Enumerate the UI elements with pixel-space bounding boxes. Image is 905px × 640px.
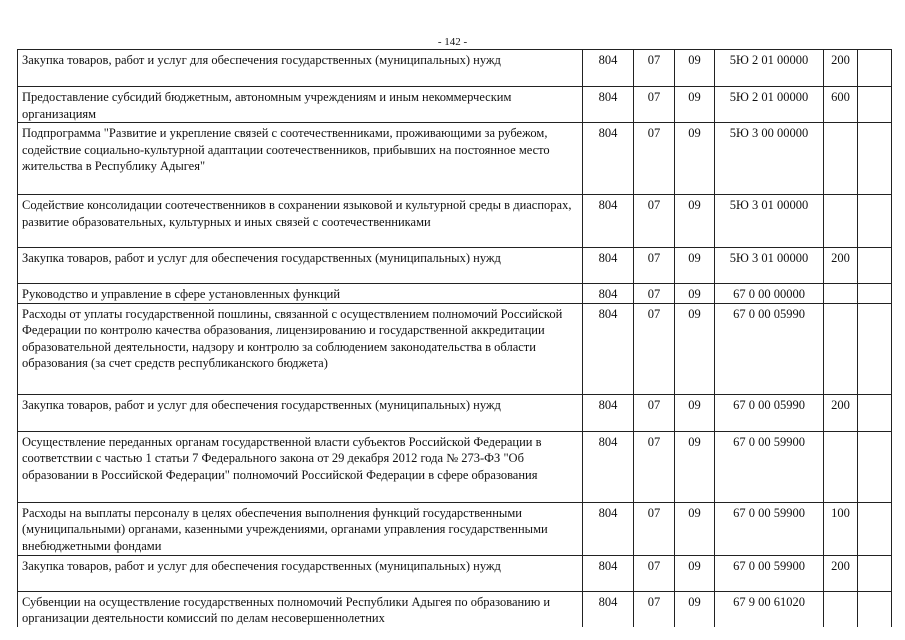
row-name-cell: Расходы на выплаты персоналу в целях обеспечения выполнения функций государственными (муниципальными) органами, казенными учреждениями, органами управления государственными внебюджетными фондами bbox=[18, 502, 583, 555]
row-podrazdel-cell: 09 bbox=[675, 284, 715, 304]
row-extra-cell bbox=[858, 502, 892, 555]
row-vr-cell bbox=[824, 431, 858, 502]
row-razdel-cell: 07 bbox=[634, 284, 675, 304]
row-podrazdel-cell: 09 bbox=[675, 303, 715, 394]
row-csr-cell: 5Ю 2 01 00000 bbox=[715, 87, 824, 123]
row-extra-cell bbox=[858, 394, 892, 431]
row-razdel-cell: 07 bbox=[634, 248, 675, 284]
row-extra-cell bbox=[858, 50, 892, 87]
row-podrazdel-cell: 09 bbox=[675, 87, 715, 123]
row-extra-cell bbox=[858, 248, 892, 284]
row-csr-cell: 67 0 00 59900 bbox=[715, 502, 824, 555]
row-name-cell: Подпрограмма "Развитие и укрепление связей с соотечественниками, проживающими за рубежом, содействие социально-культурной адаптации соотечественников, прибывших на постоянное место жительства в Республику Адыгея" bbox=[18, 123, 583, 195]
row-vedomstvo-cell: 804 bbox=[583, 123, 634, 195]
row-name-cell: Закупка товаров, работ и услуг для обеспечения государственных (муниципальных) нужд bbox=[18, 555, 583, 591]
row-razdel-cell: 07 bbox=[634, 87, 675, 123]
row-extra-cell bbox=[858, 431, 892, 502]
table-row bbox=[18, 248, 892, 284]
row-razdel-cell: 07 bbox=[634, 591, 675, 627]
row-podrazdel-cell: 09 bbox=[675, 555, 715, 591]
row-vedomstvo-cell: 804 bbox=[583, 303, 634, 394]
table-row bbox=[18, 591, 892, 627]
row-vr-cell bbox=[824, 284, 858, 304]
row-vr-cell: 100 bbox=[824, 502, 858, 555]
row-razdel-cell: 07 bbox=[634, 303, 675, 394]
row-extra-cell bbox=[858, 123, 892, 195]
row-csr-cell: 5Ю 2 01 00000 bbox=[715, 50, 824, 87]
table-row bbox=[18, 303, 892, 394]
row-vr-cell: 200 bbox=[824, 394, 858, 431]
row-razdel-cell: 07 bbox=[634, 555, 675, 591]
table-row bbox=[18, 50, 892, 87]
row-name-cell: Руководство и управление в сфере установленных функций bbox=[18, 284, 583, 304]
row-vedomstvo-cell: 804 bbox=[583, 248, 634, 284]
table-row bbox=[18, 195, 892, 248]
row-razdel-cell: 07 bbox=[634, 394, 675, 431]
row-csr-cell: 67 0 00 59900 bbox=[715, 431, 824, 502]
row-vr-cell bbox=[824, 303, 858, 394]
row-name-cell: Содействие консолидации соотечественников в сохранении языковой и культурной среды в диаспорах, развитие образовательных, культурных и иных связей с соотечественниками bbox=[18, 195, 583, 248]
table-row bbox=[18, 123, 892, 195]
table-row bbox=[18, 87, 892, 123]
row-name-cell: Закупка товаров, работ и услуг для обеспечения государственных (муниципальных) нужд bbox=[18, 394, 583, 431]
budget-table bbox=[17, 49, 892, 627]
row-vedomstvo-cell: 804 bbox=[583, 591, 634, 627]
row-csr-cell: 67 0 00 05990 bbox=[715, 394, 824, 431]
page-number: - 142 - bbox=[437, 36, 468, 48]
row-podrazdel-cell: 09 bbox=[675, 591, 715, 627]
row-razdel-cell: 07 bbox=[634, 502, 675, 555]
row-vr-cell: 200 bbox=[824, 248, 858, 284]
row-podrazdel-cell: 09 bbox=[675, 248, 715, 284]
row-extra-cell bbox=[858, 303, 892, 394]
row-podrazdel-cell: 09 bbox=[675, 394, 715, 431]
row-vedomstvo-cell: 804 bbox=[583, 195, 634, 248]
table-row bbox=[18, 502, 892, 555]
row-name-cell: Расходы от уплаты государственной пошлины, связанной с осуществлением полномочий Российской Федерации по контролю качества образования, лицензированию и государственной аккредитации образовательной деятельности, надзору и контролю за соблюдением законодательства в области образования (за счет средств республиканского бюджета) bbox=[18, 303, 583, 394]
row-extra-cell bbox=[858, 87, 892, 123]
row-csr-cell: 5Ю 3 01 00000 bbox=[715, 195, 824, 248]
row-extra-cell bbox=[858, 284, 892, 304]
row-csr-cell: 67 0 00 59900 bbox=[715, 555, 824, 591]
row-vr-cell bbox=[824, 123, 858, 195]
row-podrazdel-cell: 09 bbox=[675, 502, 715, 555]
row-extra-cell bbox=[858, 591, 892, 627]
table-row bbox=[18, 431, 892, 502]
row-csr-cell: 5Ю 3 01 00000 bbox=[715, 248, 824, 284]
row-vedomstvo-cell: 804 bbox=[583, 87, 634, 123]
row-extra-cell bbox=[858, 195, 892, 248]
row-name-cell: Предоставление субсидий бюджетным, автономным учреждениям и иным некоммерческим организациям bbox=[18, 87, 583, 123]
row-razdel-cell: 07 bbox=[634, 50, 675, 87]
row-vr-cell bbox=[824, 195, 858, 248]
row-name-cell: Осуществление переданных органам государственной власти субъектов Российской Федерации в соответствии с частью 1 статьи 7 Федерального закона от 29 декабря 2012 года № 273-ФЗ "Об образовании в Российской Федерации" полномочий Российской Федерации в сфере образования bbox=[18, 431, 583, 502]
row-razdel-cell: 07 bbox=[634, 431, 675, 502]
row-csr-cell: 67 0 00 05990 bbox=[715, 303, 824, 394]
row-podrazdel-cell: 09 bbox=[675, 123, 715, 195]
row-podrazdel-cell: 09 bbox=[675, 431, 715, 502]
row-vedomstvo-cell: 804 bbox=[583, 50, 634, 87]
row-vr-cell: 200 bbox=[824, 50, 858, 87]
table-row bbox=[18, 394, 892, 431]
row-name-cell: Закупка товаров, работ и услуг для обеспечения государственных (муниципальных) нужд bbox=[18, 50, 583, 87]
row-csr-cell: 67 0 00 00000 bbox=[715, 284, 824, 304]
row-csr-cell: 67 9 00 61020 bbox=[715, 591, 824, 627]
row-podrazdel-cell: 09 bbox=[675, 50, 715, 87]
row-vedomstvo-cell: 804 bbox=[583, 284, 634, 304]
row-podrazdel-cell: 09 bbox=[675, 195, 715, 248]
row-extra-cell bbox=[858, 555, 892, 591]
row-vr-cell bbox=[824, 591, 858, 627]
row-razdel-cell: 07 bbox=[634, 195, 675, 248]
row-vedomstvo-cell: 804 bbox=[583, 394, 634, 431]
row-name-cell: Субвенции на осуществление государственных полномочий Республики Адыгея по образованию и организации деятельности комиссий по делам несовершеннолетних bbox=[18, 591, 583, 627]
row-vedomstvo-cell: 804 bbox=[583, 555, 634, 591]
row-vedomstvo-cell: 804 bbox=[583, 502, 634, 555]
row-vedomstvo-cell: 804 bbox=[583, 431, 634, 502]
row-vr-cell: 600 bbox=[824, 87, 858, 123]
table-row bbox=[18, 555, 892, 591]
row-vr-cell: 200 bbox=[824, 555, 858, 591]
row-csr-cell: 5Ю 3 00 00000 bbox=[715, 123, 824, 195]
row-razdel-cell: 07 bbox=[634, 123, 675, 195]
table-row bbox=[18, 284, 892, 304]
row-name-cell: Закупка товаров, работ и услуг для обеспечения государственных (муниципальных) нужд bbox=[18, 248, 583, 284]
